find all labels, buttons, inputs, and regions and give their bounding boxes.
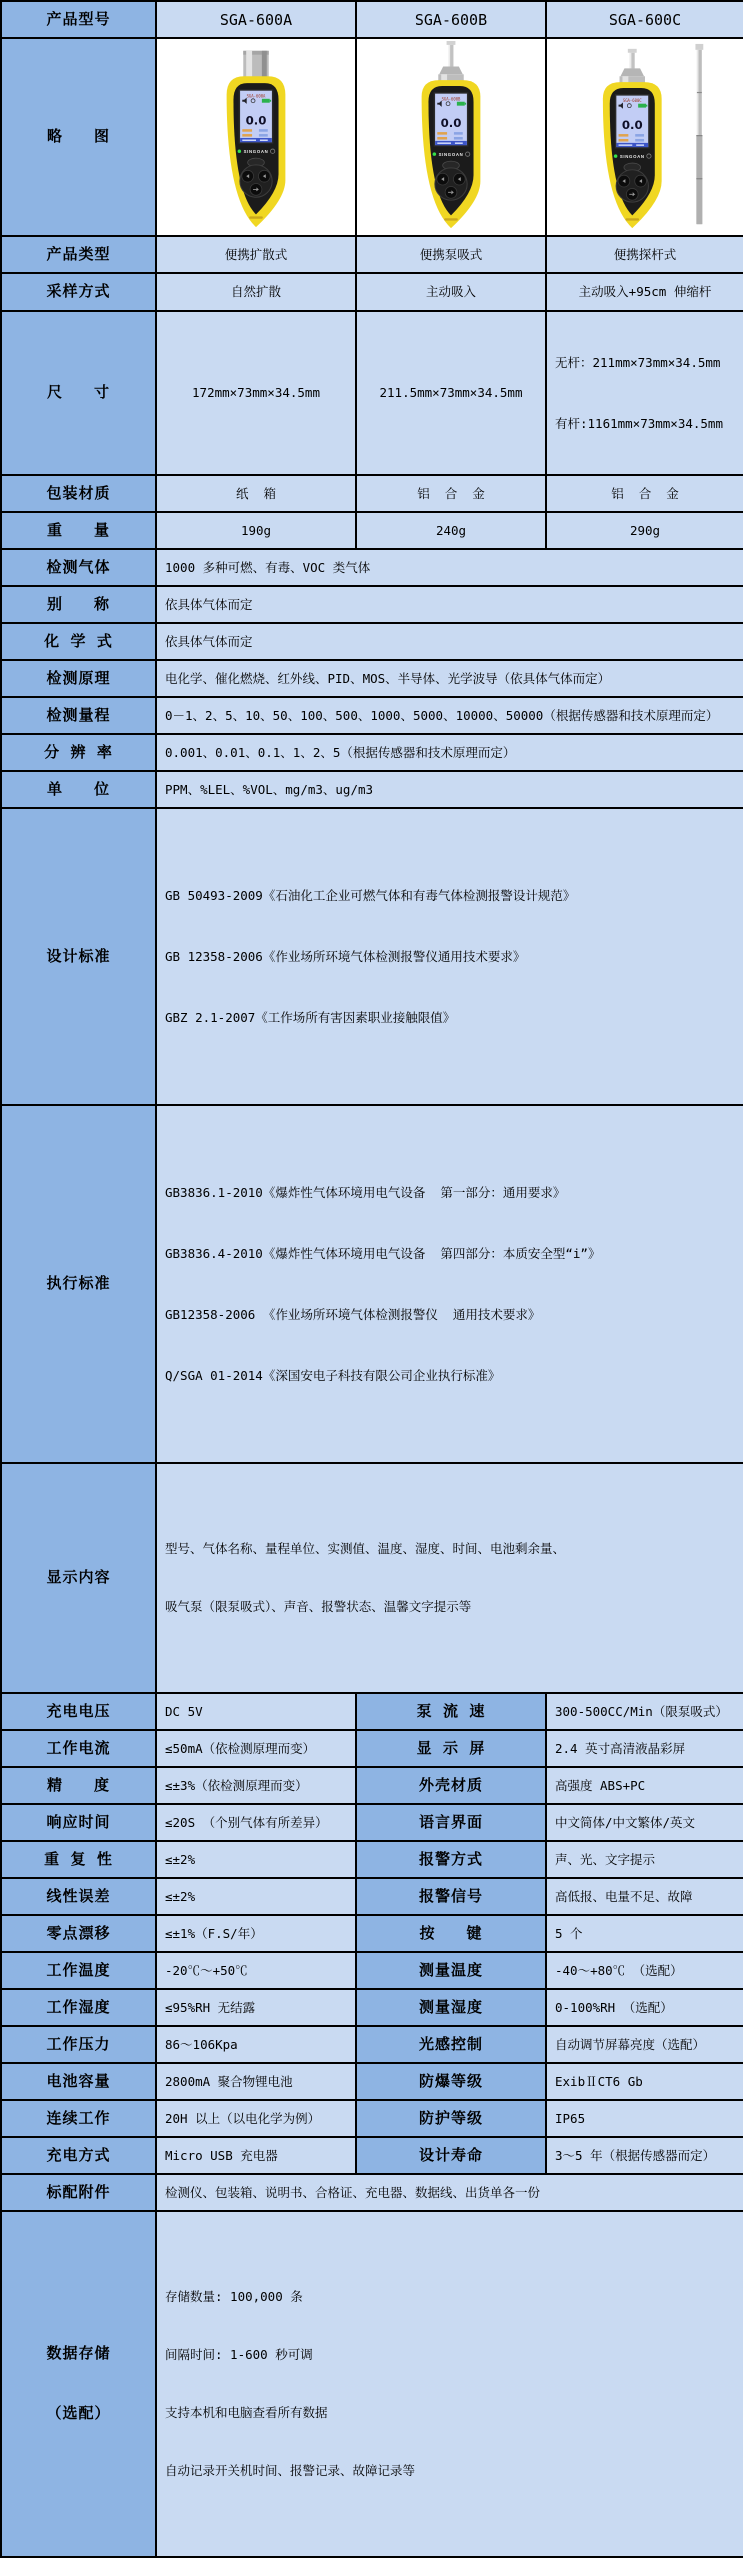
table-row-spec <box>1 1804 743 1841</box>
table-row-product-type <box>1 236 743 273</box>
spec-label: 连续工作 <box>1 2100 156 2137</box>
spec-label: 线性误差 <box>1 1878 156 1915</box>
sampling-probe-icon <box>620 49 645 84</box>
label-packing: 包装材质 <box>1 475 156 512</box>
value-principle: 电化学、催化燃烧、红外线、PID、MOS、半导体、光学波导（依具体气体而定） <box>156 660 743 697</box>
lcd-screen <box>434 93 467 146</box>
spec-label: 测量温度 <box>356 1952 546 1989</box>
spec-value: 2800mA 聚合物锂电池 <box>156 2063 356 2100</box>
table-row-spec <box>1 1767 743 1804</box>
screen-reading: 0.0 <box>440 116 462 131</box>
product-image-sga-600b <box>356 38 546 236</box>
label-unit: 单 位 <box>1 771 156 808</box>
label-display-content: 显示内容 <box>1 1463 156 1693</box>
label-resolution: 分 辨 率 <box>1 734 156 771</box>
label-range: 检测量程 <box>1 697 156 734</box>
value-packing-a: 纸 箱 <box>156 475 356 512</box>
spec-value: ≤±2% <box>156 1878 356 1915</box>
value-sampling-a: 自然扩散 <box>156 273 356 311</box>
table-row-weight <box>1 512 743 549</box>
spec-value: ≤±3%（依检测原理而变） <box>156 1767 356 1804</box>
value-sampling-b: 主动吸入 <box>356 273 546 311</box>
value-sampling-c: 主动吸入+95cm 伸缩杆 <box>546 273 743 311</box>
spec-label: 报警方式 <box>356 1841 546 1878</box>
spec-value: IP65 <box>546 2100 743 2137</box>
label-alias: 别 称 <box>1 586 156 623</box>
value-range: 0－1、2、5、10、50、100、500、1000、5000、10000、50000（根据传感器和技术原理而定） <box>156 697 743 734</box>
spec-value: -40～+80℃ （选配） <box>546 1952 743 1989</box>
sampling-probe-icon <box>438 41 463 82</box>
label-sketch: 略 图 <box>1 38 156 236</box>
label-principle: 检测原理 <box>1 660 156 697</box>
label-accessories: 标配附件 <box>1 2174 156 2211</box>
spec-label: 按 键 <box>356 1915 546 1952</box>
value-data-storage: 存储数量: 100,000 条 间隔时间: 1-600 秒可调 支持本机和电脑查看所有数据 自动记录开关机时间、报警记录、故障记录等 <box>156 2211 743 2557</box>
table-row-range <box>1 697 743 734</box>
gas-detector-image-a <box>172 41 340 233</box>
label-data-storage: 数据存储 （选配） <box>1 2211 156 2557</box>
svg-text:SGA-600B: SGA-600B <box>441 96 461 102</box>
value-type-a: 便携扩散式 <box>156 236 356 273</box>
spec-label: 防爆等级 <box>356 2063 546 2100</box>
battery-icon <box>638 104 646 108</box>
table-row-size <box>1 311 743 475</box>
spec-value: 中文简体/中文繁体/英文 <box>546 1804 743 1841</box>
label-formula: 化 学 式 <box>1 623 156 660</box>
value-type-b: 便携泵吸式 <box>356 236 546 273</box>
spec-value: ≤95%RH 无结露 <box>156 1989 356 2026</box>
table-row-resolution <box>1 734 743 771</box>
spec-label: 测量湿度 <box>356 1989 546 2026</box>
spec-label: 零点漂移 <box>1 1915 156 1952</box>
spec-value: 3～5 年（根据传感器而定） <box>546 2137 743 2174</box>
table-row-spec <box>1 2063 743 2100</box>
battery-icon <box>457 102 465 106</box>
spec-label: 工作电流 <box>1 1730 156 1767</box>
table-row-packing <box>1 475 743 512</box>
screen-reading: 0.0 <box>245 113 267 128</box>
spec-value: ≤±2% <box>156 1841 356 1878</box>
table-row-accessories <box>1 2174 743 2211</box>
label-design-standard: 设计标准 <box>1 808 156 1105</box>
spec-label: 显 示 屏 <box>356 1730 546 1767</box>
value-size-b: 211.5mm×73mm×34.5mm <box>356 311 546 475</box>
table-row-spec <box>1 1841 743 1878</box>
spec-label: 响应时间 <box>1 1804 156 1841</box>
value-formula: 依具体气体而定 <box>156 623 743 660</box>
table-row-display-content <box>1 1463 743 1693</box>
table-row-spec <box>1 1693 743 1730</box>
table-row-spec <box>1 1989 743 2026</box>
spec-label: 报警信号 <box>356 1878 546 1915</box>
brand-text: SINGOAN <box>243 149 269 155</box>
product-image-sga-600c <box>546 38 743 236</box>
value-display-content: 型号、气体名称、量程单位、实测值、温度、湿度、时间、电池剩余量、 吸气泵（限泵吸式）、声音、报警状态、温馨文字提示等 <box>156 1463 743 1693</box>
spec-value: -20℃～+50℃ <box>156 1952 356 1989</box>
screen-reading: 0.0 <box>621 118 643 133</box>
table-row-alias <box>1 586 743 623</box>
status-led <box>614 154 618 158</box>
spec-label: 工作压力 <box>1 2026 156 2063</box>
gas-detector-image-c <box>559 41 731 233</box>
spec-value: 20H 以上（以电化学为例） <box>156 2100 356 2137</box>
table-row-spec <box>1 1730 743 1767</box>
spec-value: 自动调节屏幕亮度（选配） <box>546 2026 743 2063</box>
value-gas: 1000 多种可燃、有毒、VOC 类气体 <box>156 549 743 586</box>
table-row-formula <box>1 623 743 660</box>
gas-detector-image-b <box>367 41 535 233</box>
spec-value: 86～106Kpa <box>156 2026 356 2063</box>
table-row-design-standard <box>1 808 743 1105</box>
value-size-a: 172mm×73mm×34.5mm <box>156 311 356 475</box>
spec-label: 设计寿命 <box>356 2137 546 2174</box>
spec-value: ≤±1%（F.S/年） <box>156 1915 356 1952</box>
label-exec-standard: 执行标准 <box>1 1105 156 1463</box>
speaker-grille <box>249 216 263 218</box>
speaker-grille <box>444 218 458 220</box>
spec-label: 防护等级 <box>356 2100 546 2137</box>
value-weight-c: 290g <box>546 512 743 549</box>
value-weight-a: 190g <box>156 512 356 549</box>
table-row-gas <box>1 549 743 586</box>
table-row-spec <box>1 1952 743 1989</box>
table-row-spec <box>1 2137 743 2174</box>
value-resolution: 0.001、0.01、0.1、1、2、5（根据传感器和技术原理而定） <box>156 734 743 771</box>
spec-value: 高强度 ABS+PC <box>546 1767 743 1804</box>
model-name-sga-600b: SGA-600B <box>356 1 546 38</box>
spec-value: 2.4 英寸高清液晶彩屏 <box>546 1730 743 1767</box>
spec-label: 重 复 性 <box>1 1841 156 1878</box>
value-weight-b: 240g <box>356 512 546 549</box>
value-unit: PPM、%LEL、%VOL、mg/m3、ug/m3 <box>156 771 743 808</box>
label-gas: 检测气体 <box>1 549 156 586</box>
spec-label: 泵 流 速 <box>356 1693 546 1730</box>
spec-value: DC 5V <box>156 1693 356 1730</box>
table-row-spec <box>1 1878 743 1915</box>
table-row-spec <box>1 2100 743 2137</box>
spec-label: 充电电压 <box>1 1693 156 1730</box>
spec-value: 5 个 <box>546 1915 743 1952</box>
spec-label: 充电方式 <box>1 2137 156 2174</box>
table-row-sketch <box>1 38 743 236</box>
spec-value: ExibⅡCT6 Gb <box>546 2063 743 2100</box>
label-product-type: 产品类型 <box>1 236 156 273</box>
lcd-screen <box>239 90 272 143</box>
spec-label: 工作湿度 <box>1 1989 156 2026</box>
label-size: 尺 寸 <box>1 311 156 475</box>
metal-cap-icon <box>243 51 268 78</box>
battery-icon <box>262 99 270 103</box>
table-row-principle <box>1 660 743 697</box>
brand-text: SINGOAN <box>438 152 464 158</box>
model-name-sga-600c: SGA-600C <box>546 1 743 38</box>
value-design-standard: GB 50493-2009《石油化工企业可燃气体和有毒气体检测报警设计规范》 GB 12358-2006《作业场所环境气体检测报警仪通用技术要求》 GBZ 2.1-2007《工作场所有害因素职业接触限值》 <box>156 808 743 1105</box>
table-row-unit <box>1 771 743 808</box>
value-alias: 依具体气体而定 <box>156 586 743 623</box>
spec-value: ≤20S （个别气体有所差异） <box>156 1804 356 1841</box>
value-exec-standard: GB3836.1-2010《爆炸性气体环境用电气设备 第一部分：通用要求》 GB3836.4-2010《爆炸性气体环境用电气设备 第四部分：本质安全型“i”》 GB12358-2006 《作业场所环境气体检测报警仪 通用技术要求》 Q/SGA 01-2014《深国安电子科技有限公司企业执行标准》 <box>156 1105 743 1463</box>
table-row-sampling <box>1 273 743 311</box>
spec-label: 精 度 <box>1 1767 156 1804</box>
status-led <box>433 152 437 156</box>
status-led <box>238 149 242 153</box>
spec-label: 语言界面 <box>356 1804 546 1841</box>
table-row-model <box>1 1 743 38</box>
spec-label: 电池容量 <box>1 2063 156 2100</box>
table-row-spec <box>1 2026 743 2063</box>
brand-text: SINGOAN <box>619 154 645 160</box>
spec-value: 声、光、文字提示 <box>546 1841 743 1878</box>
spec-value: 高低报、电量不足、故障 <box>546 1878 743 1915</box>
value-type-c: 便携探杆式 <box>546 236 743 273</box>
telescopic-rod-icon <box>695 44 703 224</box>
svg-text:SGA-600A: SGA-600A <box>246 93 266 99</box>
table-row-data-storage <box>1 2211 743 2557</box>
speaker-grille <box>625 218 639 220</box>
value-packing-b: 铝 合 金 <box>356 475 546 512</box>
spec-value: ≤50mA（依检测原理而变） <box>156 1730 356 1767</box>
spec-label: 外壳材质 <box>356 1767 546 1804</box>
table-row-exec-standard <box>1 1105 743 1463</box>
value-packing-c: 铝 合 金 <box>546 475 743 512</box>
spec-value: 0-100%RH （选配） <box>546 1989 743 2026</box>
product-image-sga-600a <box>156 38 356 236</box>
value-size-c: 无杆：211mm×73mm×34.5mm 有杆:1161mm×73mm×34.5mm <box>546 311 743 475</box>
table-row-spec <box>1 1915 743 1952</box>
spec-value: Micro USB 充电器 <box>156 2137 356 2174</box>
lcd-screen <box>616 95 649 148</box>
label-sampling: 采样方式 <box>1 273 156 311</box>
spec-label: 光感控制 <box>356 2026 546 2063</box>
svg-text:SGA-600C: SGA-600C <box>622 98 642 104</box>
model-name-sga-600a: SGA-600A <box>156 1 356 38</box>
spec-label: 工作温度 <box>1 1952 156 1989</box>
label-weight: 重 量 <box>1 512 156 549</box>
spec-value: 300-500CC/Min（限泵吸式） <box>546 1693 743 1730</box>
label-product-model: 产品型号 <box>1 1 156 38</box>
value-accessories: 检测仪、包装箱、说明书、合格证、充电器、数据线、出货单各一份 <box>156 2174 743 2211</box>
